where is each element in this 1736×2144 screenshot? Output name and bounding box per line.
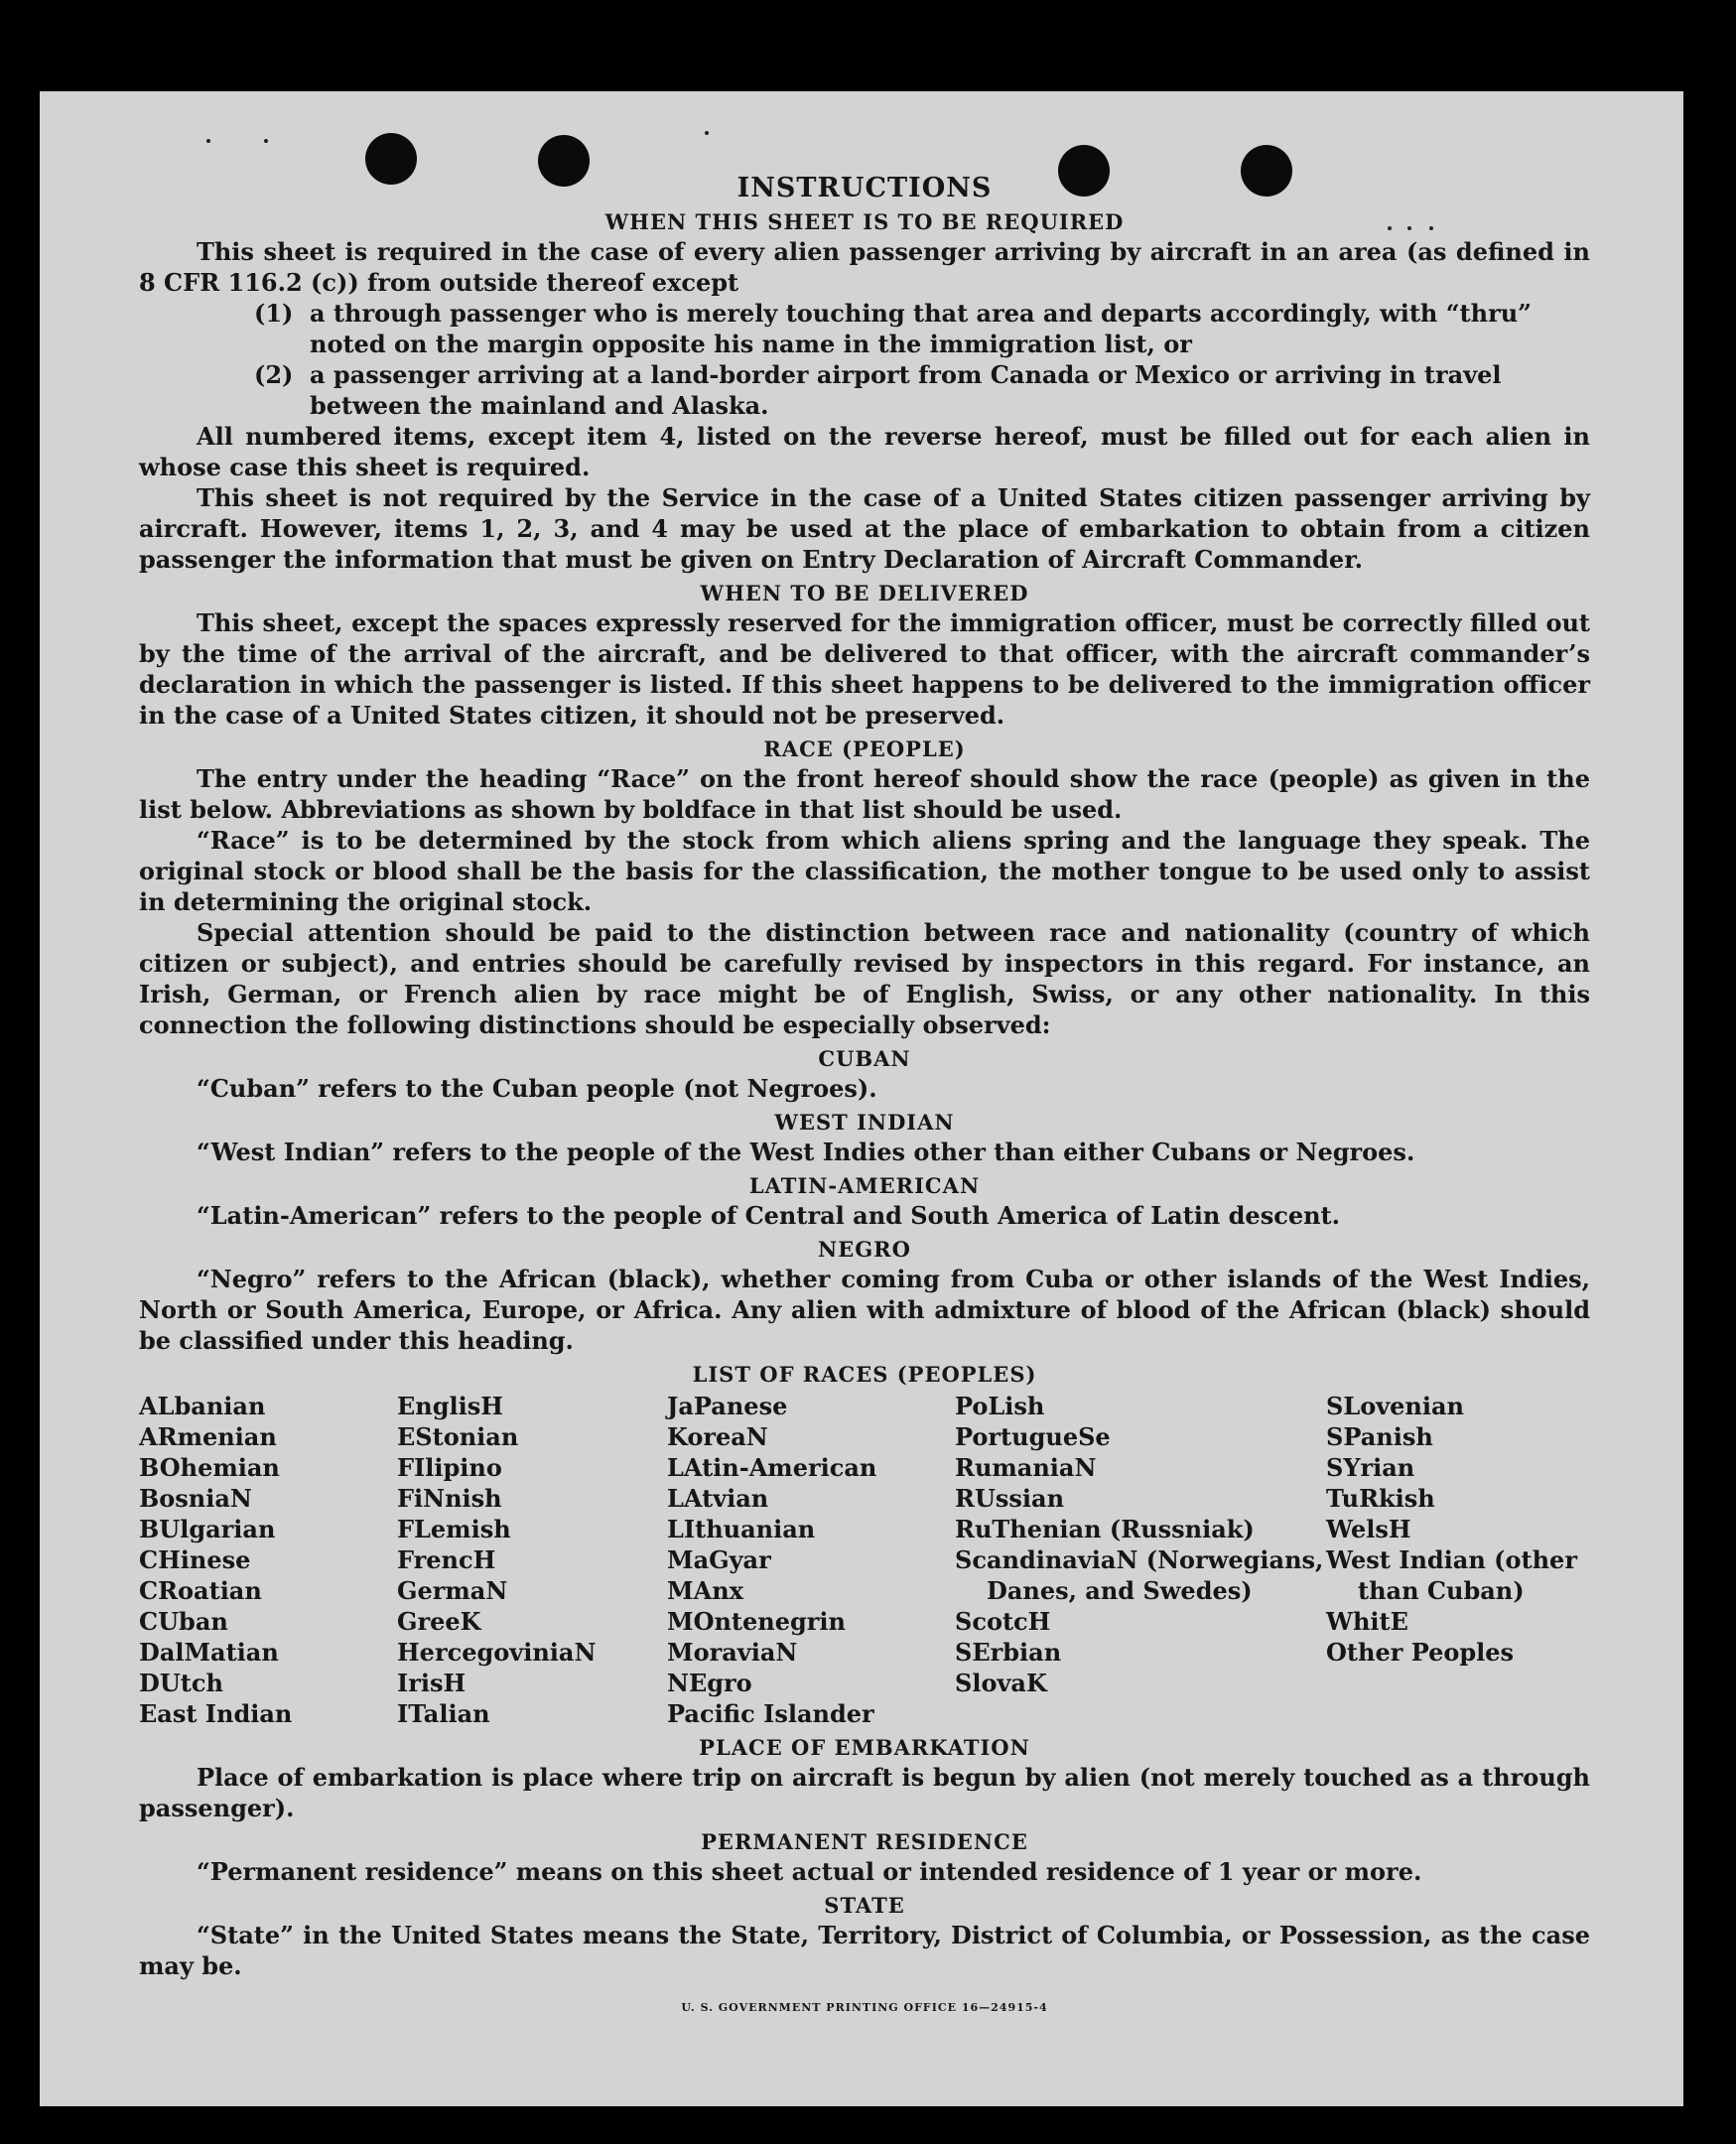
heading-negro: NEGRO (818, 1237, 911, 1262)
heading-delivered: WHEN TO BE DELIVERED (700, 581, 1029, 605)
race-item: BOhemian (139, 1453, 280, 1482)
heading-state: STATE (824, 1893, 905, 1918)
race-item: SPanish (1326, 1422, 1433, 1451)
race-item: WhitE (1326, 1607, 1408, 1636)
race-column (397, 1391, 667, 1729)
race-column (955, 1391, 1326, 1729)
required-paragraph: This sheet is not required by the Service in the case of a United States citizen passenger arriving by aircraft. However, items 1, 2, 3, and 4 may be used at the place of embarkation to obtain from a citizen passenger the information that must be given on Entry Declaration of Aircraft Commander. (139, 483, 1590, 574)
race-item: FrencH (397, 1545, 496, 1574)
speck (705, 131, 709, 135)
race-item: GreeK (397, 1607, 481, 1636)
heading-residence: PERMANENT RESIDENCE (701, 1829, 1028, 1854)
race-item: NEgro (667, 1669, 752, 1697)
document-sheet (40, 91, 1683, 2106)
delivered-paragraph: This sheet, except the spaces expressly reserved for the immigration officer, must be correctly filled out by the time of the arrival of the aircraft, and be delivered to that officer, with the aircraft commander’s declaration in which the passenger is listed. If this sheet happens to be delivered to the immigration officer in the case of a United States citizen, it should not be preserved. (139, 608, 1590, 730)
heading-west-indian: WEST INDIAN (774, 1110, 955, 1135)
race-item: EnglisH (397, 1392, 503, 1420)
race-item: MOntenegrin (667, 1607, 846, 1636)
race-item: FLemish (397, 1515, 511, 1543)
printer-imprint: U. S. GOVERNMENT PRINTING OFFICE 16—24915-4 (681, 2001, 1048, 2014)
race-item: CRoatian (139, 1576, 262, 1605)
race-column (139, 1391, 397, 1729)
race-item: MAnx (667, 1576, 743, 1605)
heading-list-of-races: LIST OF RACES (PEOPLES) (692, 1362, 1037, 1387)
latin-american-paragraph: “Latin-American” refers to the people of Central and South America of Latin descent. (197, 1201, 1340, 1230)
race-item: BosniaN (139, 1484, 252, 1513)
residence-paragraph: “Permanent residence” means on this sheet actual or intended residence of 1 year or more. (197, 1857, 1422, 1886)
required-paragraph: All numbered items, except item 4, listed on the reverse hereof, must be filled out for each alien in whose case this sheet is required. (139, 422, 1590, 481)
race-item: DUtch (139, 1669, 223, 1697)
race-item: Other Peoples (1326, 1638, 1515, 1667)
race-item: ScandinaviaN (Norwegians, Danes, and Swedes) (955, 1545, 1324, 1605)
race-item: East Indian (139, 1699, 293, 1728)
embarkation-paragraph: Place of embarkation is place where trip on aircraft is begun by alien (not merely touched as a through passenger). (139, 1763, 1590, 1822)
race-item: JaPanese (667, 1392, 788, 1420)
race-item: CHinese (139, 1545, 251, 1574)
race-item: ARmenian (139, 1422, 277, 1451)
race-item: SlovaK (955, 1669, 1047, 1697)
item-text: a through passenger who is merely touching that area and departs accordingly, with “thru” noted on the margin opposite his name in the immigration list, or (310, 299, 1532, 358)
page-title: INSTRUCTIONS (736, 173, 993, 203)
race-item: WelsH (1326, 1515, 1411, 1543)
speck (206, 139, 210, 143)
heading-required: WHEN THIS SHEET IS TO BE REQUIRED (604, 209, 1125, 234)
cuban-paragraph: “Cuban” refers to the Cuban people (not Negroes). (197, 1074, 877, 1103)
race-item: SYrian (1326, 1453, 1415, 1482)
item-text: a passenger arriving at a land-border airport from Canada or Mexico or arriving in travel between the mainland and Alaska. (310, 360, 1502, 420)
race-item: LAtin-American (667, 1453, 877, 1482)
race-item: PortugueSe (955, 1422, 1111, 1451)
race-item: EStonian (397, 1422, 519, 1451)
speck (264, 139, 268, 143)
race-item: LAtvian (667, 1484, 769, 1513)
race-item: SLovenian (1326, 1392, 1464, 1420)
race-paragraph: “Race” is to be determined by the stock from which aliens spring and the language they speak. The original stock or blood shall be the basis for the classification, the mother tongue to be used only to assist in determining the original stock. (139, 826, 1590, 916)
race-item: CUban (139, 1607, 228, 1636)
race-paragraph: Special attention should be paid to the distinction between race and nationality (country of which citizen or subject), and entries should be carefully revised by inspectors in this regard. For instance, an Irish, German, or French alien by race might be of English, Swiss, or any other nationality. In this connection the following distinctions should be especially observed: (139, 918, 1590, 1039)
race-item: ScotcH (955, 1607, 1051, 1636)
state-paragraph: “State” in the United States means the State, Territory, District of Columbia, or Possession, as the case may be. (139, 1921, 1590, 1980)
race-item: Pacific Islander (667, 1699, 874, 1728)
race-item: IrisH (397, 1669, 467, 1697)
required-intro: This sheet is required in the case of every alien passenger arriving by aircraft in an area (as defined in 8 CFR 116.2 (c)) from outside thereof except (139, 237, 1590, 297)
race-item: RumaniaN (955, 1453, 1097, 1482)
item-number: (1) (254, 299, 294, 328)
race-paragraph: The entry under the heading “Race” on the front hereof should show the race (people) as given in the list below. Abbreviations as shown by boldface in that list should be used. (139, 764, 1590, 824)
heading-race: RACE (PEOPLE) (763, 737, 966, 761)
race-item: MoraviaN (667, 1638, 798, 1667)
race-item: TuRkish (1326, 1484, 1435, 1513)
race-item: KoreaN (667, 1422, 768, 1451)
race-item: MaGyar (667, 1545, 771, 1574)
race-item: PoLish (955, 1392, 1045, 1420)
negro-paragraph: “Negro” refers to the African (black), whether coming from Cuba or other islands of the West Indies, North or South America, Europe, or Africa. Any alien with admixture of blood of the African (black) should be classified under this heading. (139, 1265, 1590, 1355)
race-item: LIthuanian (667, 1515, 816, 1543)
race-list (139, 1391, 1590, 1729)
heading-cuban: CUBAN (818, 1046, 911, 1071)
exception-item (254, 298, 1590, 359)
race-item: BUlgarian (139, 1515, 276, 1543)
race-item: HercegoviniaN (397, 1638, 597, 1667)
heading-embarkation: PLACE OF EMBARKATION (699, 1735, 1030, 1760)
item-number: (2) (254, 360, 294, 389)
instructions-body (139, 173, 1590, 2014)
race-column (667, 1391, 955, 1729)
race-item: FIlipino (397, 1453, 502, 1482)
race-item: West Indian (other than Cuban) (1326, 1545, 1577, 1605)
race-column (1326, 1391, 1590, 1729)
race-item: ITalian (397, 1699, 490, 1728)
race-item: ALbanian (139, 1392, 266, 1420)
race-item: SErbian (955, 1638, 1062, 1667)
race-item: GermaN (397, 1576, 508, 1605)
heading-latin-american: LATIN-AMERICAN (748, 1173, 981, 1198)
race-item: RUssian (955, 1484, 1065, 1513)
race-item: RuThenian (Russniak) (955, 1515, 1255, 1543)
race-item: DalMatian (139, 1638, 279, 1667)
exception-item (254, 359, 1590, 421)
race-item: FiNnish (397, 1484, 502, 1513)
west-indian-paragraph: “West Indian” refers to the people of the West Indies other than either Cubans or Negroes. (197, 1138, 1415, 1166)
